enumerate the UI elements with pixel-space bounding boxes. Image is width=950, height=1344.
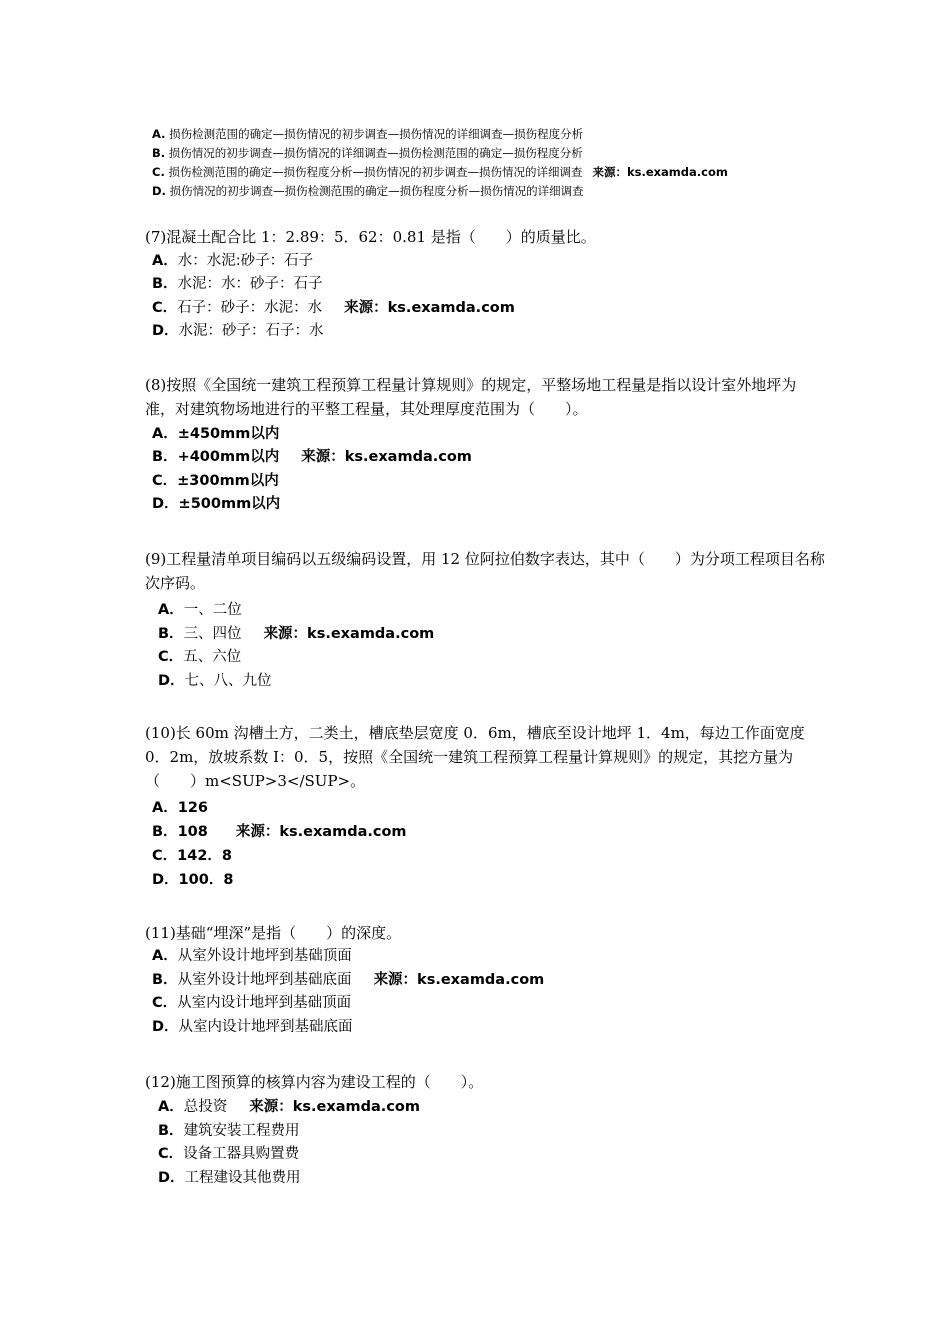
option-text: 从室外设计地坪到基础底面 xyxy=(177,972,352,988)
question-9: (9)工程量清单项目编码以五级编码设置，用 12 位阿拉伯数字表达，其中（ ）为分项工程项目名称次序码。 xyxy=(145,550,825,592)
option-text: 损伤检测范围的确定—损伤情况的初步调查—损伤情况的详细调查—损伤程度分析 xyxy=(169,127,584,141)
option-a xyxy=(152,423,279,445)
source-note: 来源：ks.examda.com xyxy=(235,824,407,840)
option-letter: D． xyxy=(152,1019,179,1035)
option-a xyxy=(152,250,313,272)
option-letter: A． xyxy=(152,253,178,269)
option-letter: B. xyxy=(152,146,166,160)
option-d xyxy=(152,182,584,201)
option-text: ±300mm以内 xyxy=(177,473,279,489)
option-text: 从室内设计地坪到基础顶面 xyxy=(177,995,352,1011)
option-text: 三、四位 xyxy=(183,626,242,642)
option-text: 一、二位 xyxy=(183,602,242,618)
option-letter: C． xyxy=(152,995,178,1011)
option-letter: B． xyxy=(152,824,178,840)
option-b xyxy=(152,969,544,991)
source-note: 来源：ks.examda.com xyxy=(344,300,515,316)
option-c xyxy=(158,1143,299,1165)
option-text: 损伤检测范围的确定—损伤程度分析—损伤情况的初步调查—损伤情况的详细调查 xyxy=(168,165,583,179)
option-text: 水泥：水：砂子：石子 xyxy=(177,276,323,292)
option-b xyxy=(158,1120,300,1142)
option-text: ±450mm以内 xyxy=(177,426,280,442)
option-b xyxy=(152,273,323,295)
source-note: 来源：ks.examda.com xyxy=(263,626,435,642)
option-letter: B． xyxy=(158,626,184,642)
question-12: (12)施工图预算的核算内容为建设工程的（ ）。 xyxy=(145,1073,484,1091)
option-text: 水泥：砂子：石子：水 xyxy=(178,323,324,339)
option-c xyxy=(152,992,351,1014)
option-text: 总投资 xyxy=(183,1099,228,1115)
option-b xyxy=(152,144,583,163)
option-letter: A． xyxy=(152,426,178,442)
option-a xyxy=(152,797,208,819)
option-b xyxy=(152,821,407,843)
source-note: 来源：ks.examda.com xyxy=(301,449,472,465)
option-c xyxy=(152,297,515,319)
option-d xyxy=(152,320,324,342)
option-text: 从室外设计地坪到基础顶面 xyxy=(177,948,352,964)
source-note: 来源：ks.examda.com xyxy=(373,972,545,988)
option-letter: B． xyxy=(158,1123,184,1139)
question-11: (11)基础“埋深”是指（ ）的深度。 xyxy=(145,924,402,942)
option-letter: A. xyxy=(152,127,166,141)
option-letter: C． xyxy=(152,300,178,316)
option-letter: D． xyxy=(152,323,179,339)
option-letter: B． xyxy=(152,449,178,465)
source-note: 来源：ks.examda.com xyxy=(592,165,728,179)
option-letter: C． xyxy=(152,848,178,864)
option-text: ±500mm以内 xyxy=(178,496,281,512)
option-text: 工程建设其他费用 xyxy=(184,1170,301,1186)
option-text: 108 xyxy=(177,824,208,840)
option-letter: A． xyxy=(158,602,184,618)
option-a xyxy=(158,1096,420,1118)
question-10: (10)长 60m 沟槽土方，二类土，槽底垫层宽度 0．6m，槽底至设计地坪 1．4m，每边工作面宽度 0．2m，放坡系数 I：0．5，按照《全国统一建筑工程预算工程量计算规则》的规定，其挖方量为（ ）m<SUP>3</SUP>。 xyxy=(145,724,805,790)
option-text: +400mm以内 xyxy=(177,449,280,465)
option-a xyxy=(158,599,242,621)
option-letter: C． xyxy=(158,1146,184,1162)
option-text: 142．8 xyxy=(177,848,233,864)
option-letter: D． xyxy=(152,872,179,888)
option-text: 从室内设计地坪到基础底面 xyxy=(178,1019,353,1035)
option-letter: D. xyxy=(152,184,166,198)
option-text: 建筑安装工程费用 xyxy=(183,1123,300,1139)
option-text: 五、六位 xyxy=(183,649,242,665)
option-d xyxy=(158,670,272,692)
source-note: 来源：ks.examda.com xyxy=(249,1099,420,1115)
option-letter: C． xyxy=(158,649,184,665)
option-letter: A． xyxy=(152,948,178,964)
option-letter: A． xyxy=(152,800,178,816)
option-b xyxy=(158,623,434,645)
option-letter: B． xyxy=(152,276,178,292)
option-b xyxy=(152,446,472,468)
option-letter: D． xyxy=(158,673,185,689)
option-a xyxy=(152,125,583,144)
option-text: 126 xyxy=(177,800,209,816)
option-text: 水：水泥:砂子：石子 xyxy=(177,253,314,269)
question-8: (8)按照《全国统一建筑工程预算工程量计算规则》的规定，平整场地工程量是指以设计室外地坪为准，对建筑物场地进行的平整工程量，其处理厚度范围为（ ）。 xyxy=(145,376,797,418)
option-text: 损伤情况的初步调查—损伤情况的详细调查—损伤检测范围的确定—损伤程度分析 xyxy=(168,146,583,160)
option-c xyxy=(158,646,241,668)
option-letter: A． xyxy=(158,1099,184,1115)
option-text: 七、八、九位 xyxy=(184,673,272,689)
option-letter: D． xyxy=(158,1170,185,1186)
option-a xyxy=(152,945,352,967)
option-d xyxy=(152,493,280,515)
option-text: 损伤情况的初步调查—损伤检测范围的确定—损伤程度分析—损伤情况的详细调查 xyxy=(169,184,584,198)
option-letter: C． xyxy=(152,473,178,489)
option-text: 石子：砂子：水泥：水 xyxy=(177,300,323,316)
option-c xyxy=(152,470,279,492)
question-7: (7)混凝土配合比 1：2.89：5．62：0.81 是指（ ）的质量比。 xyxy=(145,228,596,246)
option-c xyxy=(152,845,232,867)
option-text: 100．8 xyxy=(178,872,234,888)
option-d xyxy=(158,1167,301,1189)
option-d xyxy=(152,1016,353,1038)
option-letter: D． xyxy=(152,496,179,512)
option-c xyxy=(152,163,728,182)
option-d xyxy=(152,869,233,891)
option-letter: B． xyxy=(152,972,178,988)
option-letter: C. xyxy=(152,165,165,179)
option-text: 设备工器具购置费 xyxy=(183,1146,300,1162)
